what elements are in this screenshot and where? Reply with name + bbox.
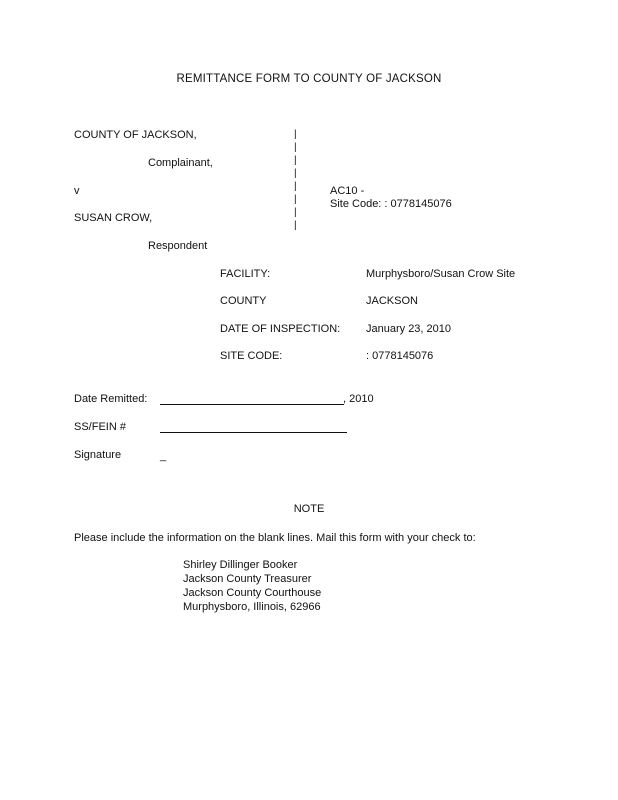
address-line: Shirley Dillinger Booker: [183, 559, 298, 571]
defendant-name: SUSAN CROW,: [74, 212, 153, 224]
inspection-date-value: January 23, 2010: [366, 323, 452, 335]
county-value: JACKSON: [366, 295, 418, 307]
versus-label: v: [74, 185, 80, 197]
county-label: COUNTY: [220, 295, 267, 307]
signature-label: Signature: [74, 449, 122, 461]
ssfein-label: SS/FEIN #: [74, 421, 126, 433]
site-code-label: SITE CODE:: [220, 350, 283, 362]
complainant-label: Complainant,: [148, 157, 213, 169]
site-code-value: : 0778145076: [366, 350, 434, 362]
address-line: Murphysboro, Illinois, 62966: [183, 601, 321, 613]
case-number: AC10 -: [330, 185, 365, 197]
date-remitted-year: , 2010: [343, 393, 374, 405]
ssfein-blank-line[interactable]: [160, 432, 347, 433]
note-instruction: Please include the information on the blank lines. Mail this form with your check to:: [74, 532, 476, 544]
date-remitted-blank-line[interactable]: [160, 404, 344, 405]
facility-label: FACILITY:: [220, 268, 271, 280]
inspection-date-label: DATE OF INSPECTION:: [220, 323, 341, 335]
caption-site-code: Site Code: : 0778145076: [330, 198, 452, 210]
facility-value: Murphysboro/Susan Crow Site: [366, 268, 516, 280]
address-line: Jackson County Treasurer: [183, 573, 312, 585]
date-remitted-label: Date Remitted:: [74, 393, 148, 405]
document-title: REMITTANCE FORM TO COUNTY OF JACKSON: [176, 73, 442, 85]
note-heading: NOTE: [293, 503, 325, 515]
signature-blank-mark[interactable]: _: [160, 450, 167, 462]
caption-bracket: | | | | | | | |: [294, 129, 297, 231]
respondent-label: Respondent: [148, 240, 208, 252]
address-line: Jackson County Courthouse: [183, 587, 322, 599]
plaintiff-name: COUNTY OF JACKSON,: [74, 129, 197, 141]
